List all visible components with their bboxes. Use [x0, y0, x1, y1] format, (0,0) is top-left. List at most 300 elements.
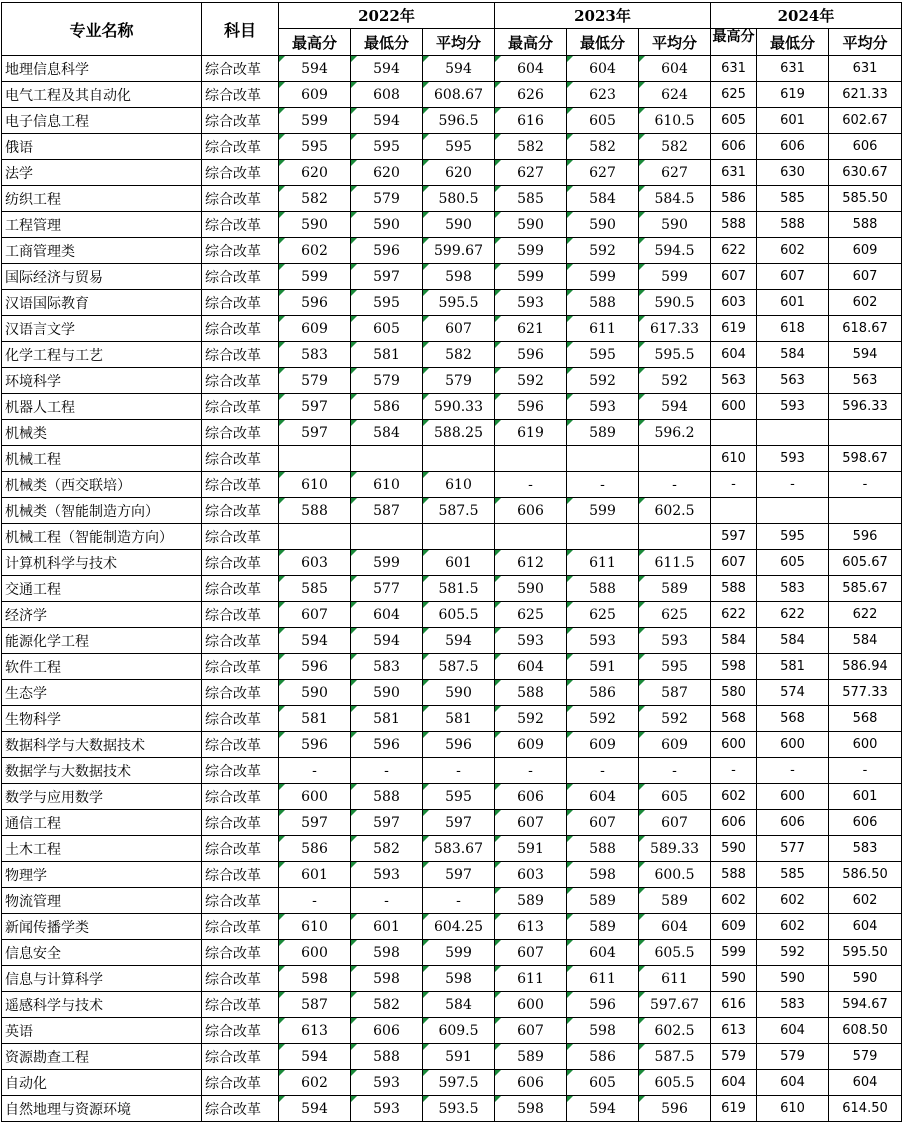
score-cell-min-2024: 610 — [757, 1096, 829, 1122]
score-cell-min-2024: 563 — [757, 368, 829, 394]
score-cell-min-2022: 594 — [351, 628, 423, 654]
score-cell-max-2023: 604 — [495, 56, 567, 82]
min-score-header: 最低分 — [351, 29, 423, 56]
major-name-cell: 化学工程与工艺 — [2, 342, 202, 368]
subject-cell: 综合改革 — [202, 394, 279, 420]
score-cell-avg-2023: 611 — [639, 966, 711, 992]
score-cell-min-2024: 618 — [757, 316, 829, 342]
score-cell-avg-2022: 599 — [423, 940, 495, 966]
subject-cell: 综合改革 — [202, 940, 279, 966]
score-cell-max-2024: 613 — [711, 1018, 757, 1044]
score-cell-avg-2024: 594 — [829, 342, 902, 368]
subject-cell: 综合改革 — [202, 524, 279, 550]
score-cell-min-2024: - — [757, 472, 829, 498]
score-cell-min-2023: 593 — [567, 628, 639, 654]
score-cell-max-2024: 625 — [711, 82, 757, 108]
score-cell-avg-2024: 614.50 — [829, 1096, 902, 1122]
score-cell-min-2023: 627 — [567, 160, 639, 186]
score-cell-max-2023: 588 — [495, 680, 567, 706]
score-cell-max-2022: 583 — [279, 342, 351, 368]
max-score-header: 最高分 — [495, 29, 567, 56]
score-cell-avg-2023: 590 — [639, 212, 711, 238]
score-cell-max-2024: 602 — [711, 888, 757, 914]
table-row — [2, 160, 902, 186]
score-cell-min-2024: 604 — [757, 1018, 829, 1044]
table-row — [2, 342, 902, 368]
score-cell-max-2024: 616 — [711, 992, 757, 1018]
score-cell-min-2024: 588 — [757, 212, 829, 238]
score-cell-avg-2022: - — [423, 888, 495, 914]
score-cell-min-2024 — [757, 498, 829, 524]
score-cell-avg-2023: 625 — [639, 602, 711, 628]
score-cell-max-2022: 582 — [279, 186, 351, 212]
score-cell-max-2023: 607 — [495, 940, 567, 966]
score-cell-min-2024: 607 — [757, 264, 829, 290]
score-cell-max-2023: 582 — [495, 134, 567, 160]
score-cell-max-2023: 590 — [495, 576, 567, 602]
score-cell-min-2022: - — [351, 758, 423, 784]
score-cell-max-2024: 598 — [711, 654, 757, 680]
subject-cell: 综合改革 — [202, 706, 279, 732]
score-cell-min-2022: 587 — [351, 498, 423, 524]
min-score-header: 最低分 — [757, 29, 829, 56]
score-cell-max-2022: 594 — [279, 628, 351, 654]
subject-cell: 综合改革 — [202, 134, 279, 160]
score-cell-min-2022: 588 — [351, 784, 423, 810]
major-name-cell: 环境科学 — [2, 368, 202, 394]
score-cell-avg-2023: 607 — [639, 810, 711, 836]
subject-cell: 综合改革 — [202, 888, 279, 914]
score-cell-max-2024: 622 — [711, 602, 757, 628]
score-cell-avg-2024: 586.94 — [829, 654, 902, 680]
score-cell-avg-2023: 605 — [639, 784, 711, 810]
score-cell-avg-2024: 606 — [829, 810, 902, 836]
score-cell-avg-2023: 594.5 — [639, 238, 711, 264]
major-name-header: 专业名称 — [2, 3, 202, 56]
score-cell-avg-2024: 602 — [829, 290, 902, 316]
score-cell-avg-2022: 596 — [423, 732, 495, 758]
score-cell-avg-2022: 591 — [423, 1044, 495, 1070]
score-cell-avg-2023: 609 — [639, 732, 711, 758]
score-cell-min-2022: 581 — [351, 706, 423, 732]
major-name-cell: 遥感科学与技术 — [2, 992, 202, 1018]
score-cell-avg-2023: 593 — [639, 628, 711, 654]
score-cell-avg-2023: 589 — [639, 888, 711, 914]
score-cell-avg-2022: 605.5 — [423, 602, 495, 628]
score-cell-avg-2023: 589.33 — [639, 836, 711, 862]
score-cell-min-2022: 606 — [351, 1018, 423, 1044]
score-cell-min-2024: 592 — [757, 940, 829, 966]
score-cell-min-2022: 597 — [351, 810, 423, 836]
major-name-cell: 经济学 — [2, 602, 202, 628]
table-row — [2, 1018, 902, 1044]
score-cell-min-2023: 588 — [567, 836, 639, 862]
score-cell-avg-2024: 585.50 — [829, 186, 902, 212]
score-cell-avg-2023: 587 — [639, 680, 711, 706]
score-cell-min-2024: 606 — [757, 134, 829, 160]
major-name-cell: 物流管理 — [2, 888, 202, 914]
score-cell-min-2024: 584 — [757, 342, 829, 368]
score-cell-max-2024: 604 — [711, 1070, 757, 1096]
table-header — [2, 3, 902, 56]
score-cell-min-2022: 594 — [351, 108, 423, 134]
score-cell-avg-2023: 604 — [639, 56, 711, 82]
score-cell-min-2022 — [351, 524, 423, 550]
table-row — [2, 966, 902, 992]
score-cell-avg-2024: 602 — [829, 888, 902, 914]
major-name-cell: 汉语言文学 — [2, 316, 202, 342]
max-score-header: 最高分 — [711, 29, 757, 56]
major-name-cell: 自然地理与资源环境 — [2, 1096, 202, 1122]
score-cell-min-2023: 604 — [567, 56, 639, 82]
score-cell-min-2022: 596 — [351, 732, 423, 758]
score-cell-max-2023: 604 — [495, 654, 567, 680]
score-cell-avg-2023: 595.5 — [639, 342, 711, 368]
score-cell-avg-2022: 596.5 — [423, 108, 495, 134]
score-cell-avg-2023: 592 — [639, 368, 711, 394]
major-name-cell: 机械工程（智能制造方向） — [2, 524, 202, 550]
score-cell-avg-2022: 599.67 — [423, 238, 495, 264]
score-cell-min-2024: 605 — [757, 550, 829, 576]
score-cell-min-2023: 604 — [567, 940, 639, 966]
score-cell-max-2024: 606 — [711, 810, 757, 836]
score-cell-min-2023: 611 — [567, 550, 639, 576]
score-cell-min-2022: 620 — [351, 160, 423, 186]
score-cell-min-2022 — [351, 446, 423, 472]
table-row — [2, 680, 902, 706]
score-cell-avg-2023: 597.67 — [639, 992, 711, 1018]
score-cell-avg-2022: 587.5 — [423, 654, 495, 680]
subject-cell: 综合改革 — [202, 784, 279, 810]
score-cell-avg-2024: 618.67 — [829, 316, 902, 342]
score-cell-max-2024: 607 — [711, 264, 757, 290]
score-cell-avg-2023: 587.5 — [639, 1044, 711, 1070]
score-cell-min-2022: 593 — [351, 1070, 423, 1096]
score-cell-min-2023: 599 — [567, 264, 639, 290]
subject-cell: 综合改革 — [202, 992, 279, 1018]
score-cell-max-2022: 594 — [279, 1044, 351, 1070]
score-cell-avg-2024: 596 — [829, 524, 902, 550]
score-cell-max-2024: - — [711, 758, 757, 784]
score-cell-min-2022: 590 — [351, 680, 423, 706]
table-row — [2, 1070, 902, 1096]
score-cell-avg-2024: 622 — [829, 602, 902, 628]
major-name-cell: 生态学 — [2, 680, 202, 706]
score-cell-max-2024: 588 — [711, 212, 757, 238]
score-cell-min-2022: 595 — [351, 290, 423, 316]
score-cell-min-2023: 592 — [567, 368, 639, 394]
table-row — [2, 56, 902, 82]
score-cell-avg-2022: 595 — [423, 784, 495, 810]
score-cell-min-2023: 588 — [567, 576, 639, 602]
year-2022-header: 2022年 — [279, 3, 495, 29]
score-cell-min-2023: 605 — [567, 108, 639, 134]
score-cell-max-2022: 597 — [279, 810, 351, 836]
score-cell-min-2022: 610 — [351, 472, 423, 498]
score-cell-max-2023 — [495, 446, 567, 472]
score-cell-min-2022: 598 — [351, 966, 423, 992]
score-cell-min-2022: 579 — [351, 368, 423, 394]
major-name-cell: 土木工程 — [2, 836, 202, 862]
subject-cell: 综合改革 — [202, 342, 279, 368]
score-cell-max-2023: 607 — [495, 1018, 567, 1044]
score-cell-min-2023: - — [567, 758, 639, 784]
major-name-cell: 能源化学工程 — [2, 628, 202, 654]
score-cell-avg-2022: 583.67 — [423, 836, 495, 862]
score-cell-avg-2022: 590 — [423, 212, 495, 238]
year-2023-header: 2023年 — [495, 3, 711, 29]
score-cell-max-2022: 610 — [279, 914, 351, 940]
score-cell-max-2022: 587 — [279, 992, 351, 1018]
score-cell-min-2023: 589 — [567, 888, 639, 914]
score-cell-max-2024: 563 — [711, 368, 757, 394]
score-cell-max-2024: 631 — [711, 160, 757, 186]
score-cell-min-2023: 592 — [567, 706, 639, 732]
score-cell-min-2022: 588 — [351, 1044, 423, 1070]
score-cell-min-2024: 631 — [757, 56, 829, 82]
score-cell-max-2023: 598 — [495, 1096, 567, 1122]
score-cell-max-2022: 600 — [279, 940, 351, 966]
major-name-cell: 机械类 — [2, 420, 202, 446]
score-cell-min-2022: 595 — [351, 134, 423, 160]
score-cell-max-2022: 579 — [279, 368, 351, 394]
score-cell-max-2022: 586 — [279, 836, 351, 862]
score-cell-min-2023: 594 — [567, 1096, 639, 1122]
score-cell-max-2022: 585 — [279, 576, 351, 602]
score-cell-min-2022: 582 — [351, 992, 423, 1018]
subject-header: 科目 — [202, 3, 279, 56]
score-cell-max-2023: 612 — [495, 550, 567, 576]
table-row — [2, 472, 902, 498]
score-cell-max-2022 — [279, 524, 351, 550]
subject-cell: 综合改革 — [202, 602, 279, 628]
score-cell-max-2024: 619 — [711, 1096, 757, 1122]
score-cell-avg-2022: 582 — [423, 342, 495, 368]
table-row — [2, 212, 902, 238]
score-cell-min-2023: 599 — [567, 498, 639, 524]
score-cell-max-2023: 599 — [495, 238, 567, 264]
score-cell-min-2023: - — [567, 472, 639, 498]
score-cell-min-2023: 586 — [567, 680, 639, 706]
score-cell-max-2023: 596 — [495, 342, 567, 368]
score-cell-avg-2022: 598 — [423, 966, 495, 992]
table-row — [2, 576, 902, 602]
score-cell-max-2024: 590 — [711, 966, 757, 992]
table-row — [2, 732, 902, 758]
score-cell-min-2023: 611 — [567, 966, 639, 992]
score-cell-max-2024: 622 — [711, 238, 757, 264]
subject-cell: 综合改革 — [202, 56, 279, 82]
major-name-cell: 纺织工程 — [2, 186, 202, 212]
score-cell-avg-2022: 604.25 — [423, 914, 495, 940]
score-cell-max-2022 — [279, 446, 351, 472]
score-cell-max-2022: 607 — [279, 602, 351, 628]
score-cell-min-2024: 581 — [757, 654, 829, 680]
major-name-cell: 数据学与大数据技术 — [2, 758, 202, 784]
score-cell-min-2024: 577 — [757, 836, 829, 862]
score-cell-avg-2024: 594.67 — [829, 992, 902, 1018]
subject-cell: 综合改革 — [202, 82, 279, 108]
score-cell-avg-2023 — [639, 446, 711, 472]
table-body — [2, 56, 902, 1122]
score-cell-avg-2024: 605.67 — [829, 550, 902, 576]
score-cell-avg-2022: 594 — [423, 56, 495, 82]
score-cell-max-2022: 600 — [279, 784, 351, 810]
score-cell-avg-2023: 611.5 — [639, 550, 711, 576]
score-cell-max-2023: 613 — [495, 914, 567, 940]
score-cell-min-2023: 607 — [567, 810, 639, 836]
score-cell-max-2022: 599 — [279, 264, 351, 290]
score-cell-max-2022: 597 — [279, 394, 351, 420]
major-name-cell: 交通工程 — [2, 576, 202, 602]
subject-cell: 综合改革 — [202, 446, 279, 472]
score-cell-min-2022: 593 — [351, 1096, 423, 1122]
score-cell-min-2023: 611 — [567, 316, 639, 342]
score-cell-avg-2023: 617.33 — [639, 316, 711, 342]
table-row — [2, 290, 902, 316]
score-cell-avg-2023: 582 — [639, 134, 711, 160]
score-cell-avg-2023: 605.5 — [639, 1070, 711, 1096]
score-cell-min-2024 — [757, 420, 829, 446]
score-cell-avg-2024: 595.50 — [829, 940, 902, 966]
score-cell-min-2024: - — [757, 758, 829, 784]
score-cell-min-2024: 579 — [757, 1044, 829, 1070]
score-cell-min-2024: 583 — [757, 992, 829, 1018]
major-name-cell: 计算机科学与技术 — [2, 550, 202, 576]
score-cell-max-2024 — [711, 420, 757, 446]
score-cell-avg-2022: 609.5 — [423, 1018, 495, 1044]
score-cell-max-2024: 603 — [711, 290, 757, 316]
score-cell-avg-2022: 595 — [423, 134, 495, 160]
score-cell-avg-2024: 630.67 — [829, 160, 902, 186]
score-cell-avg-2022: 597.5 — [423, 1070, 495, 1096]
score-cell-avg-2022: 590 — [423, 680, 495, 706]
score-cell-min-2022: 581 — [351, 342, 423, 368]
score-cell-min-2023: 598 — [567, 862, 639, 888]
major-name-cell: 信息与计算科学 — [2, 966, 202, 992]
score-cell-avg-2022: 584 — [423, 992, 495, 1018]
min-score-header: 最低分 — [567, 29, 639, 56]
subject-cell: 综合改革 — [202, 420, 279, 446]
score-cell-avg-2024: - — [829, 758, 902, 784]
score-cell-min-2023: 623 — [567, 82, 639, 108]
score-cell-max-2023: 606 — [495, 784, 567, 810]
score-cell-avg-2023: 590.5 — [639, 290, 711, 316]
score-cell-min-2024: 602 — [757, 238, 829, 264]
table-row — [2, 888, 902, 914]
subject-cell: 综合改革 — [202, 654, 279, 680]
score-cell-avg-2022: 590.33 — [423, 394, 495, 420]
score-cell-avg-2022: 607 — [423, 316, 495, 342]
score-cell-max-2023: 611 — [495, 966, 567, 992]
score-cell-avg-2022: 579 — [423, 368, 495, 394]
score-cell-avg-2022: 588.25 — [423, 420, 495, 446]
subject-cell: 综合改革 — [202, 1018, 279, 1044]
table-row — [2, 550, 902, 576]
score-cell-max-2024: 604 — [711, 342, 757, 368]
score-cell-max-2022: 613 — [279, 1018, 351, 1044]
score-cell-max-2024: 600 — [711, 394, 757, 420]
score-cell-max-2024: 568 — [711, 706, 757, 732]
score-cell-max-2023: 593 — [495, 290, 567, 316]
major-name-cell: 英语 — [2, 1018, 202, 1044]
table-row — [2, 498, 902, 524]
score-cell-avg-2022: 601 — [423, 550, 495, 576]
score-cell-min-2023: 605 — [567, 1070, 639, 1096]
table-row — [2, 186, 902, 212]
score-cell-avg-2023: 602.5 — [639, 1018, 711, 1044]
score-cell-avg-2024 — [829, 498, 902, 524]
score-cell-min-2024: 602 — [757, 914, 829, 940]
score-cell-max-2024: 579 — [711, 1044, 757, 1070]
score-cell-min-2024: 619 — [757, 82, 829, 108]
score-cell-avg-2024: 600 — [829, 732, 902, 758]
major-name-cell: 资源勘查工程 — [2, 1044, 202, 1070]
score-cell-min-2024: 602 — [757, 888, 829, 914]
major-name-cell: 新闻传播学类 — [2, 914, 202, 940]
score-cell-avg-2024: 585.67 — [829, 576, 902, 602]
table-row — [2, 628, 902, 654]
score-cell-max-2023: 592 — [495, 706, 567, 732]
major-name-cell: 通信工程 — [2, 810, 202, 836]
score-cell-max-2024: 602 — [711, 784, 757, 810]
score-cell-max-2023: 589 — [495, 888, 567, 914]
score-cell-max-2023: 592 — [495, 368, 567, 394]
table-row — [2, 368, 902, 394]
score-cell-avg-2022: 581.5 — [423, 576, 495, 602]
score-cell-max-2022: 594 — [279, 56, 351, 82]
score-cell-avg-2022: 580.5 — [423, 186, 495, 212]
score-cell-avg-2024: 568 — [829, 706, 902, 732]
score-cell-max-2023 — [495, 524, 567, 550]
table-row — [2, 316, 902, 342]
score-cell-max-2022: 599 — [279, 108, 351, 134]
score-cell-avg-2023: 600.5 — [639, 862, 711, 888]
score-cell-max-2024: 600 — [711, 732, 757, 758]
major-name-cell: 数学与应用数学 — [2, 784, 202, 810]
score-cell-min-2023: 609 — [567, 732, 639, 758]
score-cell-min-2023: 591 — [567, 654, 639, 680]
table-row — [2, 524, 902, 550]
score-cell-avg-2024: 596.33 — [829, 394, 902, 420]
score-cell-avg-2024: 598.67 — [829, 446, 902, 472]
score-cell-avg-2022: 610 — [423, 472, 495, 498]
score-cell-avg-2023: 596 — [639, 1096, 711, 1122]
score-cell-max-2022: 590 — [279, 680, 351, 706]
score-cell-max-2022: 620 — [279, 160, 351, 186]
subject-cell: 综合改革 — [202, 1044, 279, 1070]
score-cell-avg-2024: 602.67 — [829, 108, 902, 134]
score-cell-max-2024: 606 — [711, 134, 757, 160]
subject-cell: 综合改革 — [202, 680, 279, 706]
score-cell-avg-2022 — [423, 524, 495, 550]
score-cell-max-2023: 593 — [495, 628, 567, 654]
score-cell-min-2022: 579 — [351, 186, 423, 212]
subject-cell: 综合改革 — [202, 810, 279, 836]
major-name-cell: 俄语 — [2, 134, 202, 160]
major-name-cell: 国际经济与贸易 — [2, 264, 202, 290]
subject-cell: 综合改革 — [202, 368, 279, 394]
score-cell-avg-2023: 610.5 — [639, 108, 711, 134]
score-cell-max-2024: 588 — [711, 862, 757, 888]
score-cell-min-2024: 601 — [757, 290, 829, 316]
score-cell-avg-2024: 604 — [829, 1070, 902, 1096]
score-cell-max-2024: 590 — [711, 836, 757, 862]
score-cell-min-2024: 593 — [757, 446, 829, 472]
table-row — [2, 914, 902, 940]
score-cell-max-2024: 584 — [711, 628, 757, 654]
score-cell-avg-2023: 627 — [639, 160, 711, 186]
